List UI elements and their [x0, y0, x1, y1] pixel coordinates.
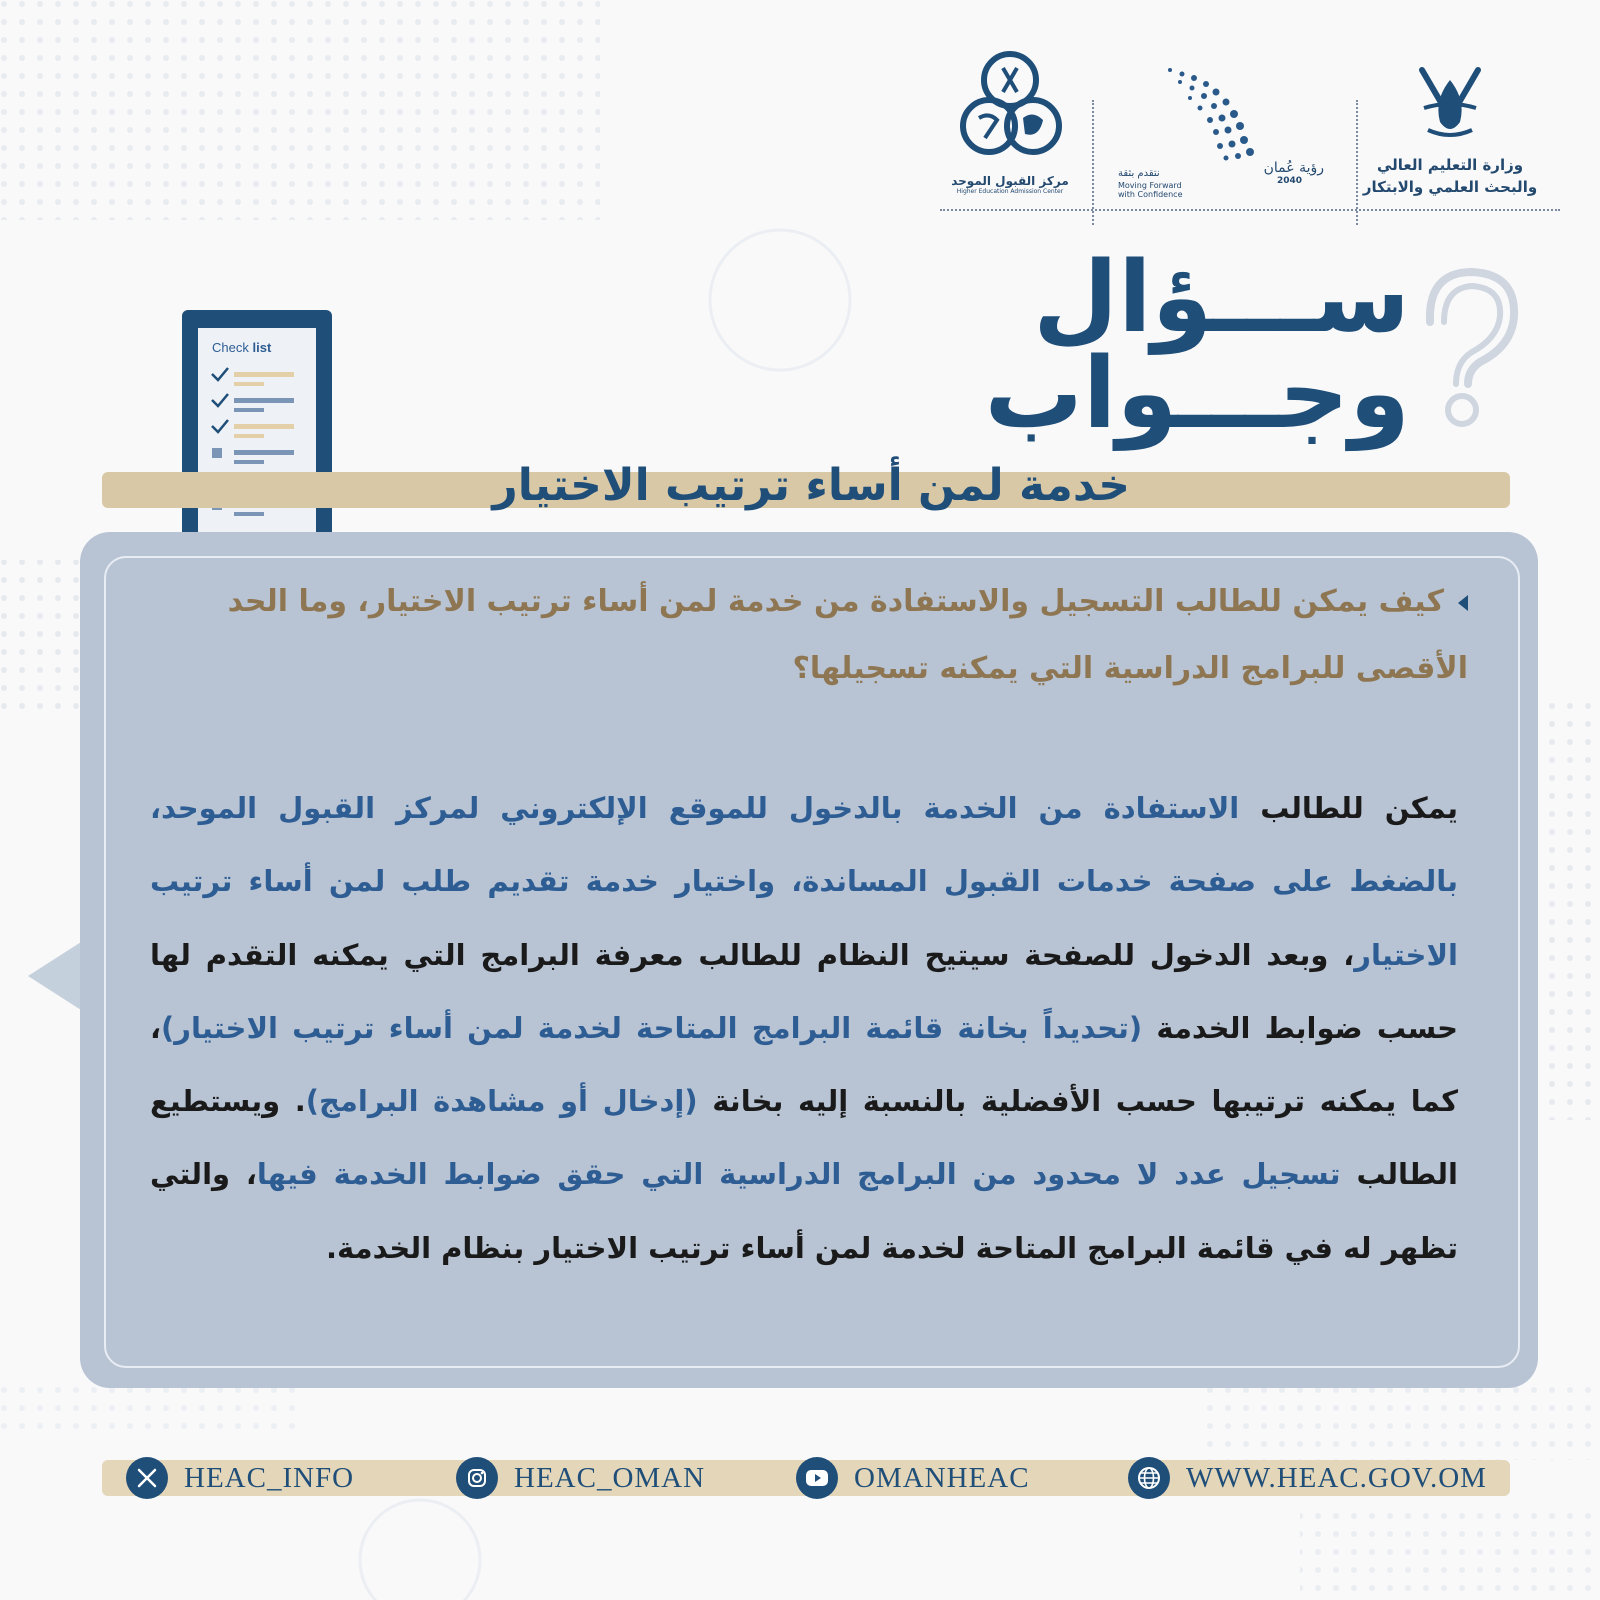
- globe-icon: [1128, 1457, 1170, 1499]
- checklist-check-word: Check: [212, 340, 249, 355]
- social-youtube[interactable]: [796, 1454, 1030, 1502]
- khanjar-emblem-icon: [1410, 60, 1490, 144]
- answer-highlight: الاستفادة من الخدمة بالدخول للموقع الإلكتروني لمركز القبول الموحد، بالضغط على صفحة خدمات القبول المساندة، واختيار خدمة تقديم طلب لمن أساء ترتيب الاختيار: [150, 791, 1458, 972]
- header-divider: [940, 209, 1560, 211]
- title-line-1: ســـؤال: [1033, 241, 1410, 355]
- answer-segment: يمكن للطالب: [1239, 791, 1458, 825]
- title-line-2: وجـــواب: [984, 337, 1410, 451]
- ministry-name-line2: والبحث العلمي والابتكار: [1362, 178, 1538, 196]
- answer-highlight: تسجيل عدد لا محدود من البرامج الدراسية التي حقق ضوابط الخدمة فيها: [256, 1157, 1341, 1192]
- checklist-title: [212, 340, 272, 355]
- instagram-handle[interactable]: HEAC_OMAN: [514, 1461, 706, 1494]
- answer-segment: ، وبعد الدخول للصفحة سيتيح النظام للطالب معرفة البرامج التي يمكنه التقدم لها حسب ضوابط الخدمة: [150, 937, 1459, 1045]
- instagram-icon: [456, 1457, 498, 1499]
- website-link[interactable]: WWW.HEAC.GOV.OM: [1186, 1461, 1487, 1494]
- x-handle[interactable]: HEAC_INFO: [184, 1461, 355, 1494]
- logo-divider: [1356, 100, 1358, 225]
- question-marker-icon: [1458, 595, 1468, 611]
- subtitle: خدمة لمن أساء ترتيب الاختيار: [492, 460, 1130, 511]
- question-mark-icon: [1410, 262, 1530, 432]
- answer: [150, 772, 1458, 1285]
- answer-segment: . ويستطيع الطالب: [150, 1084, 1458, 1192]
- page-title: [960, 241, 1410, 451]
- heac-logo: [940, 48, 1080, 218]
- x-logo-icon: [126, 1457, 168, 1499]
- social-instagram[interactable]: [456, 1454, 705, 1502]
- heac-name-ar: مركز القبول الموحد: [951, 174, 1069, 188]
- question: [150, 568, 1468, 702]
- header-logos: [940, 40, 1560, 220]
- moving-forward-en: Moving Forward with Confidence: [1118, 181, 1183, 199]
- vision-year: 2040: [1276, 176, 1302, 186]
- vision-label: رؤية عُمان: [1263, 160, 1324, 176]
- oman-vision-logo: [1110, 60, 1350, 220]
- youtube-handle[interactable]: OMANHEAC: [854, 1461, 1030, 1494]
- social-website[interactable]: [1128, 1454, 1487, 1502]
- answer-segment: ، كما يمكنه ترتيبها حسب الأفضلية بالنسبة إليه بخانة: [150, 1010, 1458, 1119]
- answer-highlight: (تحديداً بخانة قائمة البرامج المتاحة لخدمة لمن أساء ترتيب الاختيار): [161, 1010, 1143, 1045]
- ministry-name-line1: وزارة التعليم العالي: [1376, 156, 1524, 174]
- heac-name-en: Higher Education Admission Center: [956, 188, 1064, 195]
- checklist-list-word: list: [252, 340, 272, 355]
- heac-rings-icon: [955, 48, 1065, 168]
- answer-highlight: (إدخال أو مشاهدة البرامج): [305, 1084, 698, 1119]
- checklist-clipboard-icon: [182, 310, 332, 558]
- moving-forward-ar: نتقدم بثقة: [1118, 168, 1160, 179]
- ministry-logo: [1350, 60, 1550, 230]
- logo-divider: [1092, 100, 1094, 225]
- question-text: كيف يمكن للطالب التسجيل والاستفادة من خدمة لمن أساء ترتيب الاختيار، وما الحد الأقصى للبرامج الدراسية التي يمكنه تسجيلها؟: [227, 584, 1468, 686]
- social-x[interactable]: [126, 1454, 354, 1502]
- youtube-icon: [796, 1457, 838, 1499]
- answer-segment: ، والتي تظهر له في قائمة البرامج المتاحة لخدمة لمن أساء ترتيب الاختيار بنظام الخدمة.: [150, 1157, 1458, 1265]
